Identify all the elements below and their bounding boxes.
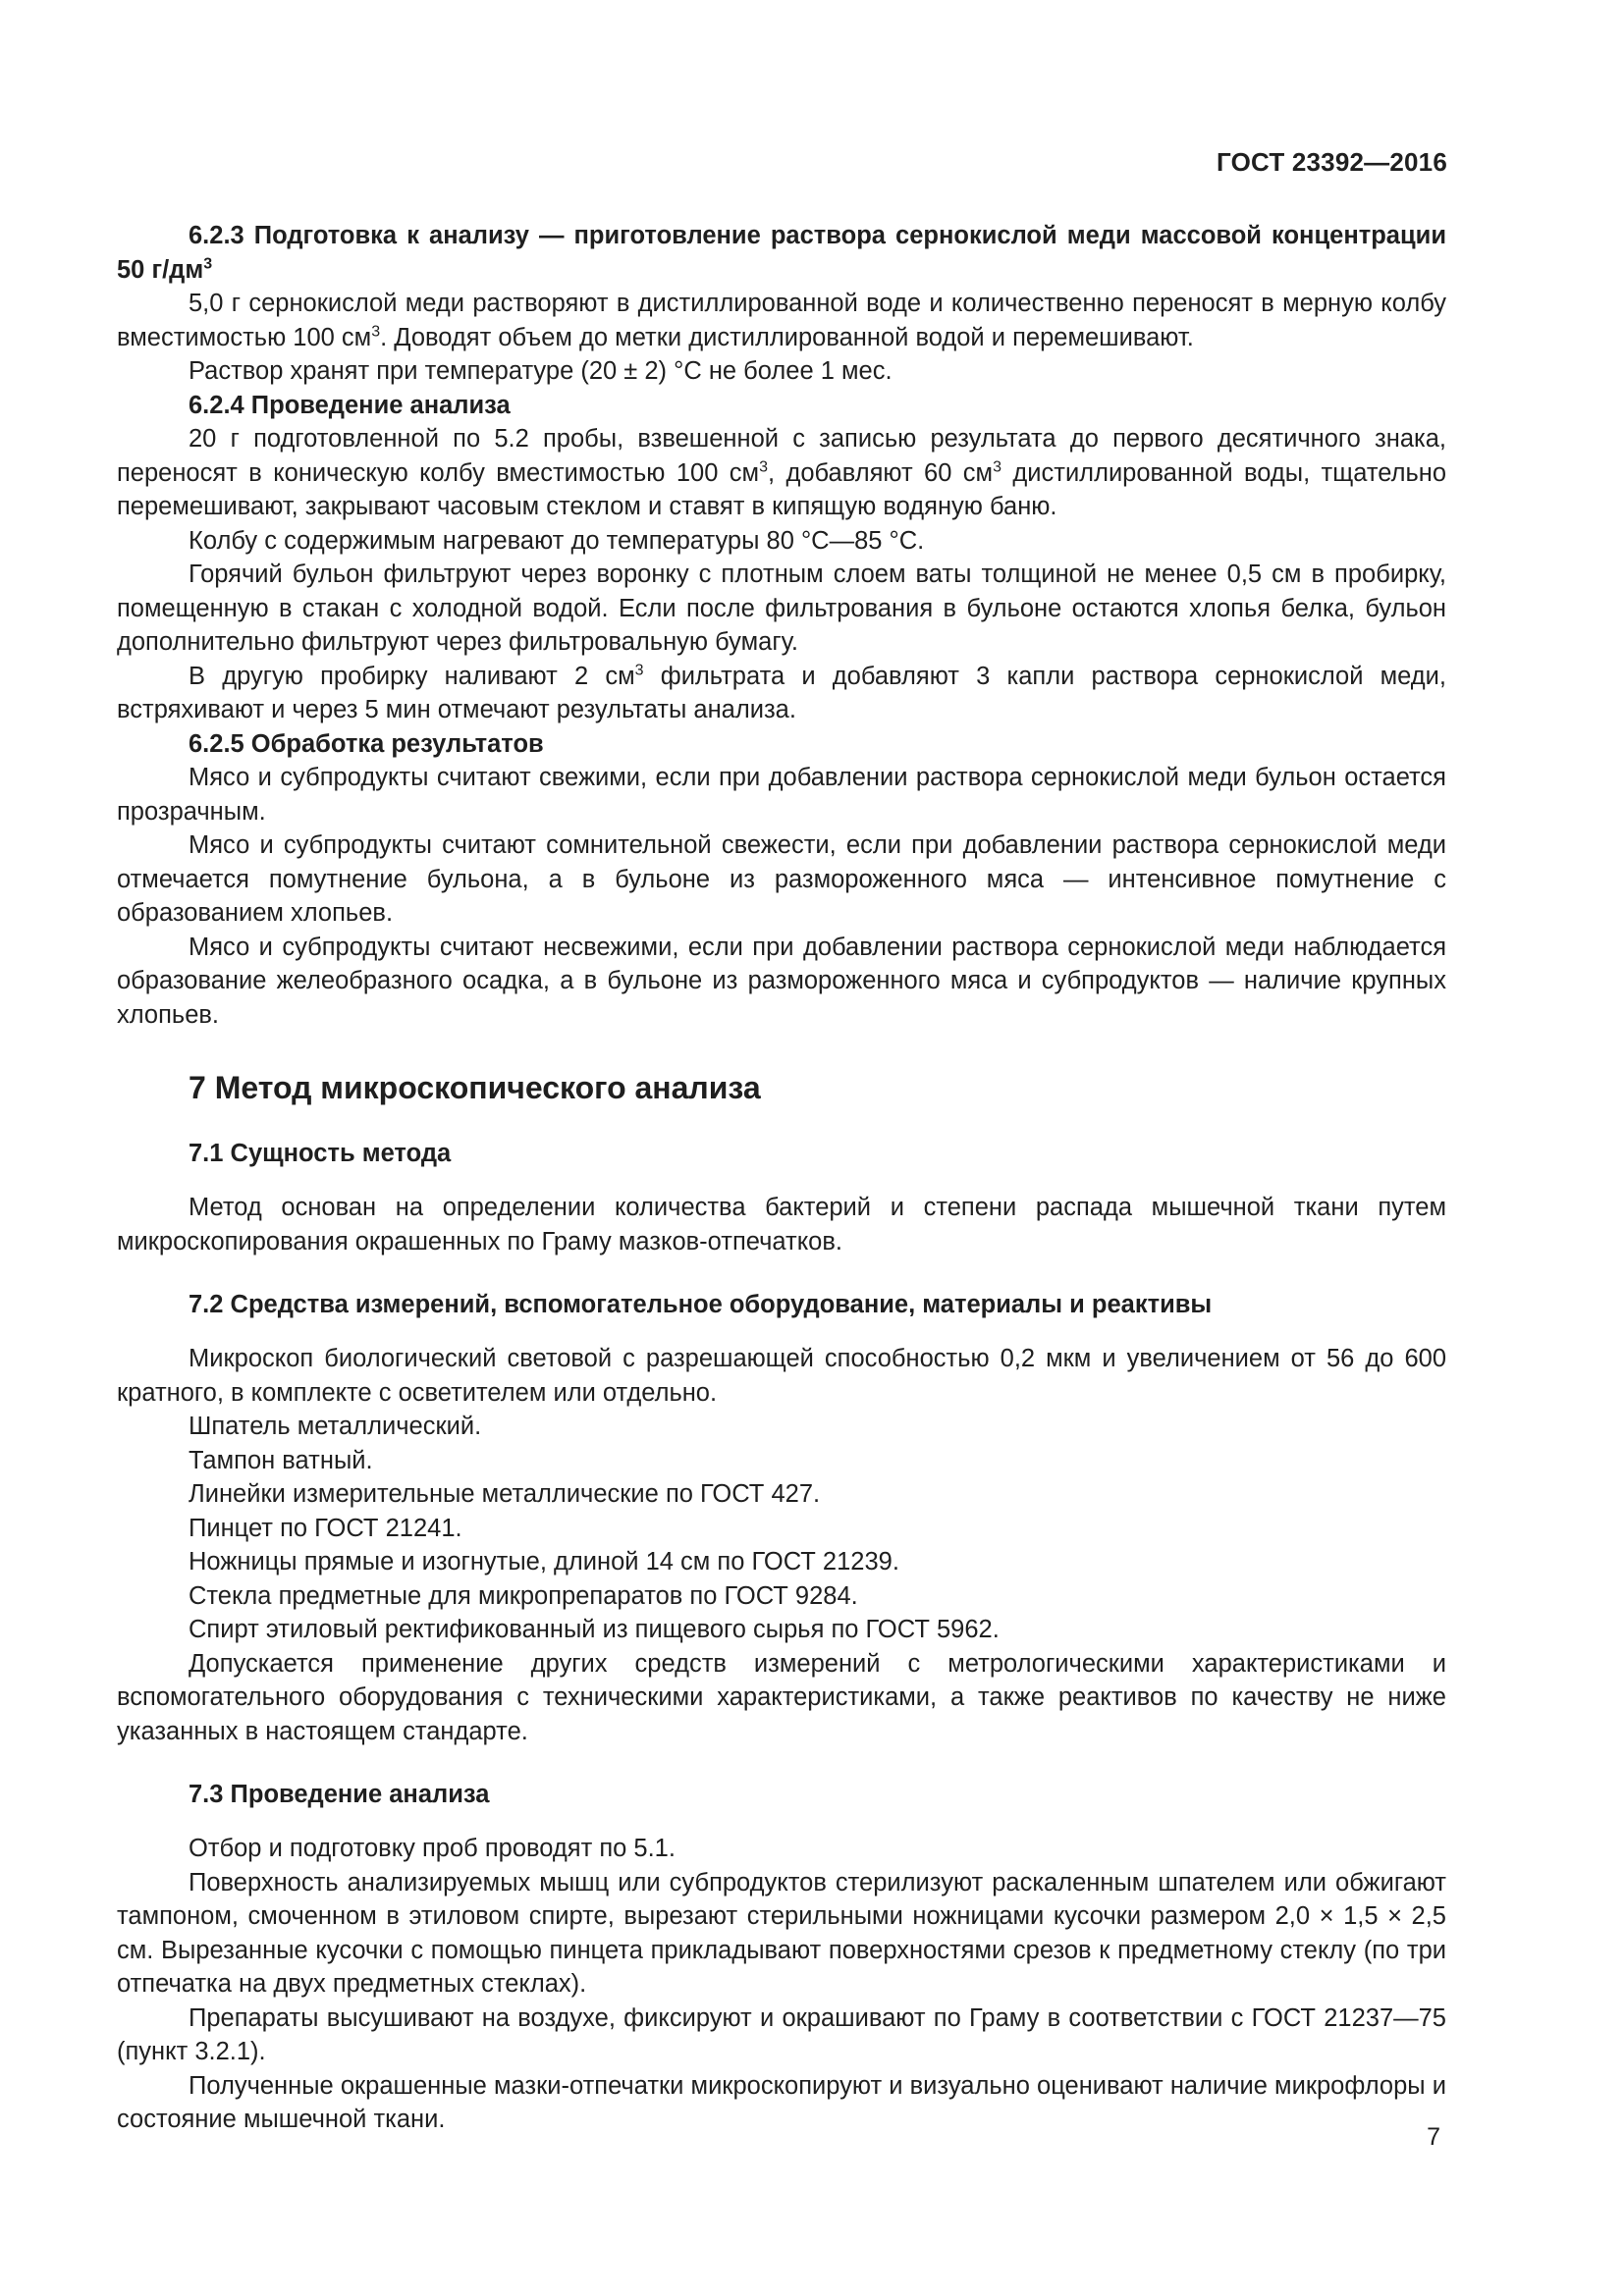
list-item: Тампон ватный.	[189, 1446, 373, 1474]
text: фильтрата и добавляют 3 капли раствора сернокислой меди, встряхивают и через 5 мин отмечают результаты анализа.	[117, 662, 1446, 723]
list-item: Микроскоп биологический световой с разрешающей способностью 0,2 мкм и увеличением от 56 до 600 кратного, в комплекте с осветителем или отдельно.	[117, 1345, 1446, 1407]
section-6-2-4-title: 6.2.4 Проведение анализа	[189, 391, 511, 419]
list-item: Пинцет по ГОСТ 21241.	[189, 1514, 462, 1542]
section-7-3-title: 7.3 Проведение анализа	[189, 1781, 490, 1808]
paragraph	[117, 660, 1446, 727]
superscript: 3	[203, 255, 213, 272]
page-body	[117, 219, 1446, 2137]
section-7-1-title: 7.1 Сущность метода	[189, 1140, 452, 1167]
list-item: Препараты высушивают на воздухе, фиксируют и окрашивают по Граму в соответствии с ГОСТ 21237—75 (пункт 3.2.1).	[117, 2003, 1446, 2065]
paragraph: Мясо и субпродукты считают сомнительной свежести, если при добавлении раствора сернокислой меди отмечается помутнение бульона, а в бульоне из размороженного мяса — интенсивное помутнение с образованием хлопьев.	[117, 831, 1446, 927]
text: 20 г подготовленной по 5.2 пробы, взвешенной с записью результата до первого десятичного знака, переносят в коническую колбу вместимостью 100 см	[117, 425, 1446, 487]
list-item: Поверхность анализируемых мышц или субпродуктов стерилизуют раскаленным шпателем или обжигают тампоном, смоченном в этиловом спирте, вырезают стерильными ножницами кусочки размером 2,0 × 1,5 × 2,5 см. Вырезанные кусочки с помощью пинцета прикладывают поверхностями срезов к предметному стеклу (по три отпечатка на двух предметных стеклах).	[117, 1868, 1446, 1998]
list-item: Ножницы прямые и изогнутые, длиной 14 см по ГОСТ 21239.	[189, 1548, 899, 1575]
section-7-2-title: 7.2 Средства измерений, вспомогательное оборудование, материалы и реактивы	[189, 1291, 1213, 1318]
paragraph: Раствор хранят при температуре (20 ± 2) °С не более 1 мес.	[189, 357, 893, 385]
paragraph: Горячий бульон фильтруют через воронку с плотным слоем ваты толщиной не менее 0,5 см в пробирку, помещенную в стакан с холодной водой. Если после фильтрования в бульоне остаются хлопья белка, бульон дополнительно фильтруют через фильтровальную бумагу.	[117, 561, 1446, 656]
section-6-2-5-title: 6.2.5 Обработка результатов	[189, 729, 544, 758]
list-item: Спирт этиловый ректификованный из пищевого сырья по ГОСТ 5962.	[189, 1616, 1000, 1643]
section-6-2-3-title	[117, 219, 1446, 287]
text: дистиллированной воды, тщательно перемешивают, закрывают часовым стеклом и ставят в кипящую водяную баню.	[117, 458, 1446, 520]
list-item: Допускается применение других средств измерений с метрологическими характеристиками и вспомогательного оборудования с техническими характеристиками, а также реактивов по качеству не ниже указанных в настоящем стандарте.	[117, 1649, 1446, 1745]
page-number: 7	[1427, 2123, 1440, 2151]
paragraph: Колбу с содержимым нагревают до температуры 80 °С—85 °С.	[189, 526, 925, 555]
list-item: Отбор и подготовку проб проводят по 5.1.	[189, 1835, 676, 1862]
paragraph	[117, 287, 1446, 354]
list-item: Линейки измерительные металлические по ГОСТ 427.	[189, 1480, 821, 1508]
paragraph: Мясо и субпродукты считают свежими, если при добавлении раствора сернокислой меди бульон остается прозрачным.	[117, 764, 1446, 826]
superscript: 3	[634, 662, 644, 678]
paragraph: Мясо и субпродукты считают несвежими, если при добавлении раствора сернокислой меди наблюдается образование желеобразного осадка, а в бульоне из размороженного мяса и субпродуктов — наличие крупных хлопьев.	[117, 933, 1446, 1029]
paragraph: Метод основан на определении количества бактерий и степени распада мышечной ткани путем микроскопирования окрашенных по Граму мазков-отпечатков.	[117, 1194, 1446, 1255]
superscript: 3	[759, 458, 768, 475]
text: , добавляют 60 см	[767, 458, 994, 487]
list-item: Полученные окрашенные мазки-отпечатки микроскопируют и визуально оценивают наличие микрофлоры и состояние мышечной ткани.	[117, 2071, 1446, 2133]
document-id-header: ГОСТ 23392—2016	[1217, 147, 1447, 177]
list-item: Шпатель металлический.	[189, 1413, 482, 1440]
text: . Доводят объем до метки дистиллированной водой и перемешивают.	[380, 323, 1194, 351]
text: В другую пробирку наливают 2 см	[189, 662, 635, 690]
superscript: 3	[371, 323, 381, 340]
paragraph	[117, 422, 1446, 524]
section-7-heading: 7 Метод микроскопического анализа	[189, 1070, 761, 1105]
list-item: Стекла предметные для микропрепаратов по ГОСТ 9284.	[189, 1581, 858, 1610]
superscript: 3	[993, 458, 1001, 475]
text: 5,0 г сернокислой меди растворяют в дистиллированной воде и количественно переносят в мерную колбу вместимостью 100 см	[117, 290, 1446, 351]
section-title-text: 6.2.3 Подготовка к анализу — приготовление раствора сернокислой меди массовой концентрации 50 г/дм	[117, 222, 1446, 284]
